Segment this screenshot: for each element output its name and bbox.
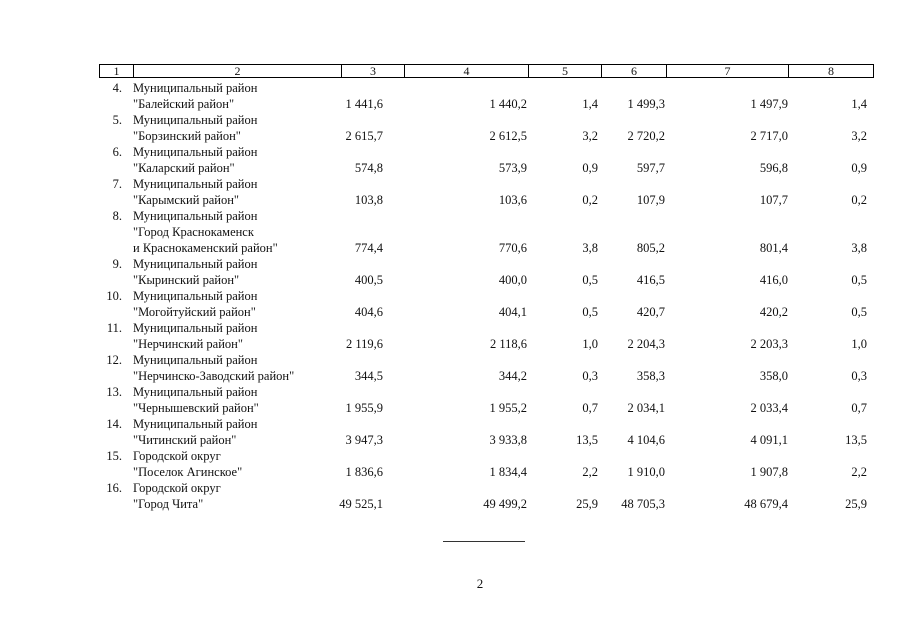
value-c7: 358,0 xyxy=(759,369,788,383)
value-c5: 3,2 xyxy=(582,129,598,143)
table-row xyxy=(0,112,905,144)
value-c7: 1 497,9 xyxy=(750,97,788,111)
row-number: 5. xyxy=(112,113,122,127)
value-c4: 400,0 xyxy=(498,273,527,287)
value-c4: 573,9 xyxy=(498,161,527,175)
value-c5: 13,5 xyxy=(576,433,598,447)
value-c7: 2 033,4 xyxy=(750,401,788,415)
header-col-8: 8 xyxy=(828,64,834,78)
table-row xyxy=(0,384,905,416)
municipality-name xyxy=(133,112,343,144)
table-row xyxy=(0,208,905,256)
header-col-6: 6 xyxy=(602,65,667,77)
header-col-2: 2 xyxy=(134,65,342,77)
municipality-name-line: "Читинский район" xyxy=(133,433,237,447)
value-c6: 597,7 xyxy=(636,161,665,175)
municipality-name-line: "Балейский район" xyxy=(133,97,235,111)
municipality-name-line: Муниципальный район xyxy=(133,113,258,127)
value-c6: 2 204,3 xyxy=(627,337,665,351)
value-c8: 1,4 xyxy=(851,97,867,111)
municipality-name-line: "Борзинский район" xyxy=(133,129,241,143)
value-c7: 107,7 xyxy=(759,193,788,207)
value-c3: 3 947,3 xyxy=(345,433,383,447)
municipality-name-line: Муниципальный район xyxy=(133,209,258,223)
value-c3: 1 441,6 xyxy=(345,97,383,111)
value-c4: 2 118,6 xyxy=(489,337,527,351)
row-number: 8. xyxy=(112,209,122,223)
value-c3: 404,6 xyxy=(354,305,383,319)
municipality-name xyxy=(133,416,343,448)
row-number: 10. xyxy=(106,289,122,303)
municipality-name-line: "Нерчинско-Заводский район" xyxy=(133,369,295,383)
value-c4: 1 440,2 xyxy=(489,97,527,111)
table-row xyxy=(0,352,905,384)
municipality-name xyxy=(133,288,343,320)
value-c8: 1,0 xyxy=(851,337,867,351)
value-c6: 2 720,2 xyxy=(627,129,665,143)
value-c7: 1 907,8 xyxy=(750,465,788,479)
municipality-name-line: Городской округ xyxy=(133,449,221,463)
value-c8: 2,2 xyxy=(851,465,867,479)
value-c6: 416,5 xyxy=(636,273,665,287)
municipality-name xyxy=(133,448,343,480)
table-row xyxy=(0,448,905,480)
end-divider xyxy=(443,541,525,542)
page-number: 2 xyxy=(476,576,484,591)
value-c3: 103,8 xyxy=(354,193,383,207)
row-number: 16. xyxy=(106,481,122,495)
value-c3: 2 119,6 xyxy=(345,337,383,351)
row-number: 11. xyxy=(106,321,122,335)
header-col-5: 5 xyxy=(529,65,602,77)
municipality-name xyxy=(133,80,343,112)
table-row xyxy=(0,176,905,208)
row-number: 12. xyxy=(106,353,122,367)
value-c5: 0,2 xyxy=(582,193,598,207)
value-c8: 13,5 xyxy=(845,433,867,447)
value-c5: 3,8 xyxy=(582,241,598,255)
municipality-name xyxy=(133,256,343,288)
value-c6: 358,3 xyxy=(636,369,665,383)
row-number: 14. xyxy=(106,417,122,431)
municipality-name xyxy=(133,352,343,384)
value-c4: 344,2 xyxy=(498,369,527,383)
row-number: 4. xyxy=(112,81,122,95)
table-row xyxy=(0,480,905,512)
value-c3: 1 955,9 xyxy=(345,401,383,415)
municipality-name xyxy=(133,320,343,352)
table-row xyxy=(0,144,905,176)
municipality-name-line: Муниципальный район xyxy=(133,417,258,431)
value-c4: 1 955,2 xyxy=(489,401,527,415)
municipality-name-line: "Карымский район" xyxy=(133,193,240,207)
value-c3: 2 615,7 xyxy=(345,129,383,143)
municipality-name xyxy=(133,208,343,256)
value-c6: 420,7 xyxy=(636,305,665,319)
value-c5: 0,7 xyxy=(582,401,598,415)
value-c6: 1 499,3 xyxy=(627,97,665,111)
header-col-7: 7 xyxy=(667,65,789,77)
row-number: 6. xyxy=(112,145,122,159)
municipality-name-line: Городской округ xyxy=(133,481,221,495)
value-c4: 49 499,2 xyxy=(483,497,527,511)
value-c4: 404,1 xyxy=(498,305,527,319)
municipality-name-line: Муниципальный район xyxy=(133,81,258,95)
municipality-name-line: "Город Чита" xyxy=(133,497,204,511)
value-c7: 596,8 xyxy=(759,161,788,175)
header-col-4: 4 xyxy=(405,65,529,77)
municipality-name-line: Муниципальный район xyxy=(133,385,258,399)
value-c3: 400,5 xyxy=(354,273,383,287)
value-c7: 4 091,1 xyxy=(750,433,788,447)
value-c6: 805,2 xyxy=(636,241,665,255)
table-row xyxy=(0,80,905,112)
header-col-3: 3 xyxy=(342,65,405,77)
value-c6: 48 705,3 xyxy=(621,497,665,511)
value-c8: 3,8 xyxy=(851,241,867,255)
value-c4: 3 933,8 xyxy=(489,433,527,447)
municipality-name-line: "Чернышевский район" xyxy=(133,401,259,415)
municipality-name xyxy=(133,176,343,208)
value-c8: 0,7 xyxy=(851,401,867,415)
municipality-name-line: Муниципальный район xyxy=(133,177,258,191)
value-c6: 1 910,0 xyxy=(627,465,665,479)
value-c3: 774,4 xyxy=(354,241,383,255)
value-c7: 801,4 xyxy=(759,241,788,255)
value-c7: 416,0 xyxy=(759,273,788,287)
value-c6: 107,9 xyxy=(636,193,665,207)
row-number: 13. xyxy=(106,385,122,399)
value-c5: 1,0 xyxy=(582,337,598,351)
value-c8: 3,2 xyxy=(851,129,867,143)
value-c3: 574,8 xyxy=(354,161,383,175)
value-c8: 0,5 xyxy=(851,305,867,319)
value-c8: 0,5 xyxy=(851,273,867,287)
value-c5: 0,5 xyxy=(582,273,598,287)
table-row xyxy=(0,320,905,352)
row-number: 9. xyxy=(112,257,122,271)
municipality-name-line: Муниципальный район xyxy=(133,257,258,271)
table-row xyxy=(0,416,905,448)
municipality-name-line: "Каларский район" xyxy=(133,161,235,175)
value-c6: 2 034,1 xyxy=(627,401,665,415)
value-c8: 0,3 xyxy=(851,369,867,383)
table-header-row xyxy=(99,64,874,78)
municipality-name-line: Муниципальный район xyxy=(133,145,258,159)
value-c4: 1 834,4 xyxy=(489,465,527,479)
value-c8: 25,9 xyxy=(845,497,867,511)
row-number: 15. xyxy=(106,449,122,463)
value-c7: 420,2 xyxy=(759,305,788,319)
value-c7: 2 203,3 xyxy=(750,337,788,351)
header-col-1: 1 xyxy=(100,65,134,77)
value-c5: 25,9 xyxy=(576,497,598,511)
municipality-name-line: и Краснокаменский район" xyxy=(133,241,278,255)
value-c5: 0,9 xyxy=(582,161,598,175)
municipality-name-line: Муниципальный район xyxy=(133,321,258,335)
table-row xyxy=(0,256,905,288)
value-c7: 48 679,4 xyxy=(744,497,788,511)
municipality-name-line: Муниципальный район xyxy=(133,289,258,303)
value-c3: 49 525,1 xyxy=(339,497,383,511)
value-c4: 770,6 xyxy=(498,241,527,255)
value-c6: 4 104,6 xyxy=(627,433,665,447)
value-c3: 1 836,6 xyxy=(345,465,383,479)
value-c5: 2,2 xyxy=(582,465,598,479)
value-c4: 103,6 xyxy=(498,193,527,207)
municipality-name-line: "Кыринский район" xyxy=(133,273,240,287)
value-c5: 0,3 xyxy=(582,369,598,383)
value-c8: 0,9 xyxy=(851,161,867,175)
municipality-name xyxy=(133,384,343,416)
municipality-name-line: Муниципальный район xyxy=(133,353,258,367)
value-c7: 2 717,0 xyxy=(750,129,788,143)
value-c8: 0,2 xyxy=(851,193,867,207)
row-number: 7. xyxy=(112,177,122,191)
value-c4: 2 612,5 xyxy=(489,129,527,143)
municipality-name xyxy=(133,144,343,176)
municipality-name xyxy=(133,480,343,512)
value-c5: 1,4 xyxy=(582,97,598,111)
municipality-name-line: "Могойтуйский район" xyxy=(133,305,256,319)
municipality-name-line: "Город Краснокаменск xyxy=(133,225,254,239)
value-c5: 0,5 xyxy=(582,305,598,319)
value-c3: 344,5 xyxy=(354,369,383,383)
table-row xyxy=(0,288,905,320)
municipality-name-line: "Поселок Агинское" xyxy=(133,465,243,479)
municipality-name-line: "Нерчинский район" xyxy=(133,337,243,351)
